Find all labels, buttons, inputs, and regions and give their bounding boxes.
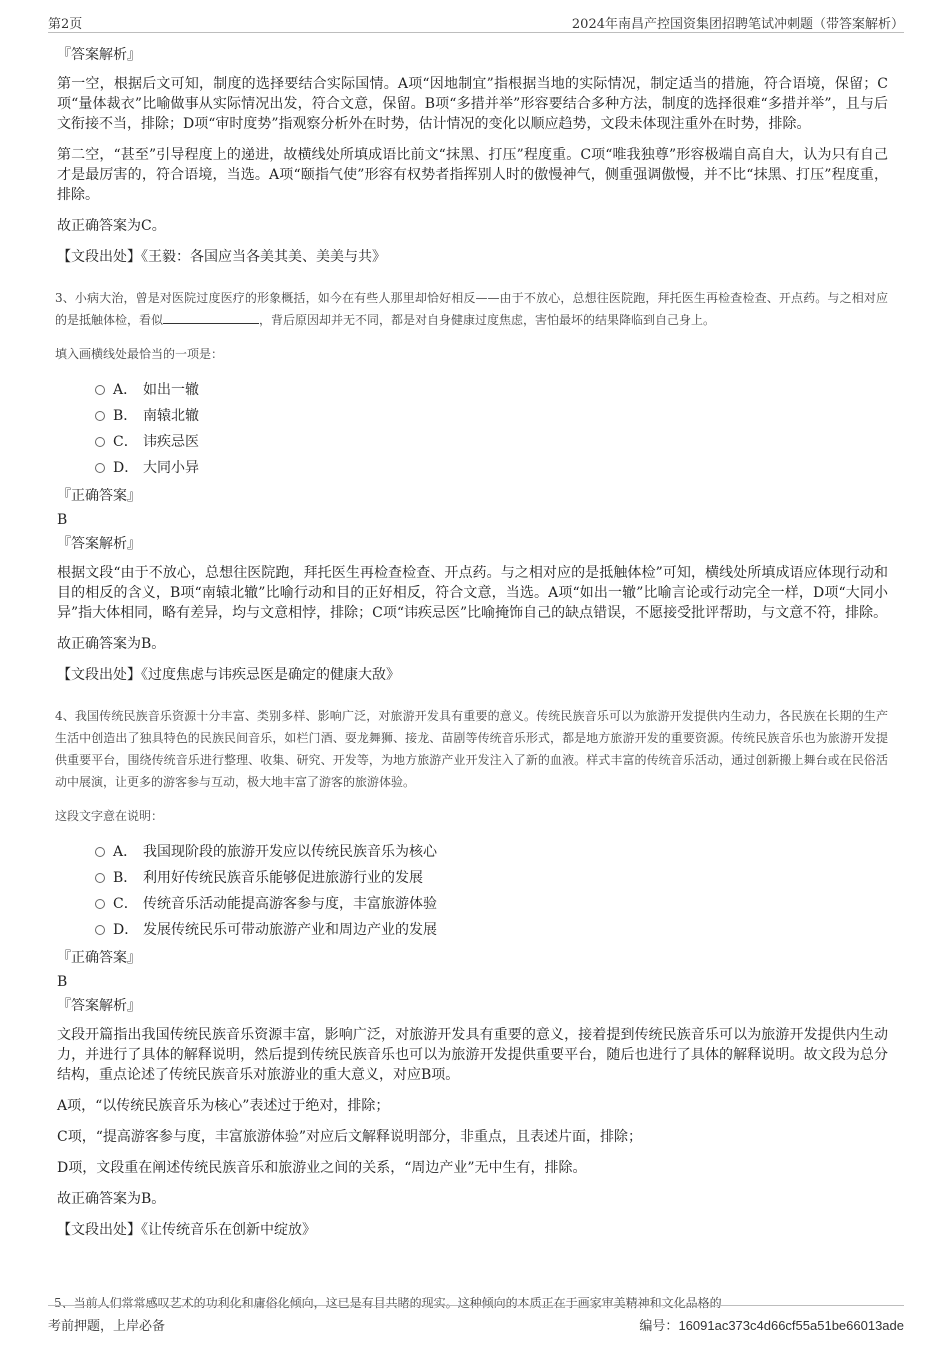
analysis-paragraph: 第一空，根据后文可知，制度的选择要结合实际国情。A项“因地制宜”指根据当地的实际情况，制定适当的措施，符合语境，保留；C项“量体裁衣”比喻做事从实际情况出发，符合文意，保留。B项“多措并举”形容要结合多种方法，制度的选择很难“多措并举”，且与后文衔接不当，排除；D项“审时度势”指观察分析外在时势，估计情况的变化以顺应趋势，文段未体现注重外在时势，排除。 xyxy=(57,76,888,132)
analysis-paragraph: C项，“提高游客参与度，丰富旅游体验”对应后文解释说明部分，非重点，且表述片面，排除； xyxy=(57,1129,643,1145)
analysis-paragraph: 文段开篇指出我国传统民族音乐资源丰富，影响广泛，对旅游开发具有重要的意义，接着提到传统民族音乐可以为旅游开发提供内生动力，并进行了具体的解释说明，然后提到传统民族音乐也可以为旅游开发提供重要平台，随后也进行了具体的解释说明。故文段为总分结构，重点论述了传统民族音乐对旅游业的重大意义，对应B项。 xyxy=(57,1027,888,1083)
question-stem: 3、小病大治，曾是对医院过度医疗的形象概括，如今在有些人那里却恰好相反——由于不放心，总想往医院跑，拜托医生再检查检查、开点药。与之相对应的是抵触体检，看似 ，背后原因却并无不同，都是对自身健康过度焦虑，害怕最坏的结果降临到自己身上。 xyxy=(55,291,888,327)
document-code: 编号：16091ac373c4d66cf55a51be66013ade xyxy=(639,1318,904,1334)
analysis-paragraph: D项，文段重在阐述传统民族音乐和旅游业之间的关系，“周边产业”无中生有，排除。 xyxy=(57,1160,587,1176)
question-stem: 4、我国传统民族音乐资源十分丰富、类别多样、影响广泛，对旅游开发具有重要的意义。传统民族音乐可以为旅游开发提供内生动力，各民族在长期的生产生活中创造出了独具特色的民族民间音乐，如栏门酒、耍龙舞狮、接龙、苗剧等传统音乐形式，都是地方旅游开发的重要资源。传统民族音乐也为旅游开发提供重要平台，围绕传统音乐进行整理、收集、研究、开发等，为地方旅游产业开发注入了新的血液。样式丰富的传统音乐活动，通过创新搬上舞台或在民俗活动中展演，让更多的游客参与互动，极大地丰富了游客的旅游体验。 xyxy=(55,709,888,789)
page-header xyxy=(48,10,904,33)
source-citation: 【文段出处】《王毅：各国应当各美其美、美美与共》 xyxy=(57,249,386,265)
analysis-paragraph: 第二空，“甚至”引导程度上的递进，故横线处所填成语比前文“抹黑、打压”程度重。C项“唯我独尊”形容极端自高自大，认为只有自己才是最厉害的，符合语境，当选。A项“颐指气使”形容有权势者指挥别人时的傲慢神气，侧重强调傲慢，并不比“抹黑、打压”程度重，排除。 xyxy=(57,147,888,203)
option-c[interactable]: C． 讳疾忌医 xyxy=(95,429,888,455)
option-list xyxy=(95,839,888,943)
radio-icon[interactable] xyxy=(95,847,105,857)
q2-analysis-section xyxy=(57,46,888,267)
radio-icon[interactable] xyxy=(95,899,105,909)
footer-slogan: 考前押题，上岸必备 xyxy=(48,1319,166,1334)
question-5-stem-cut: 5、当前人们常常感叹艺术的功利化和庸俗化倾向，这已是有目共睹的现实。这种倾向的本质正在于画家审美精神和文化品格的 xyxy=(54,1296,722,1310)
page-footer xyxy=(48,1305,904,1332)
radio-icon[interactable] xyxy=(95,411,105,421)
radio-icon[interactable] xyxy=(95,925,105,935)
document-title: 2024年南昌产控国资集团招聘笔试冲刺题（带答案解析） xyxy=(571,17,904,32)
correct-answer-label: 『正确答案』 xyxy=(57,488,141,504)
option-d[interactable]: D． 大同小异 xyxy=(95,455,888,481)
option-a[interactable]: A． 如出一辙 xyxy=(95,377,888,403)
option-list xyxy=(95,377,888,481)
answer-conclusion: 故正确答案为C。 xyxy=(57,218,166,234)
analysis-label: 『答案解析』 xyxy=(57,536,141,552)
option-b[interactable]: B． 利用好传统民族音乐能够促进旅游行业的发展 xyxy=(95,865,888,891)
radio-icon[interactable] xyxy=(95,463,105,473)
page-number: 第2页 xyxy=(48,17,83,32)
question-prompt: 这段文字意在说明： xyxy=(55,809,164,823)
source-citation: 【文段出处】《过度焦虑与讳疾忌医是确定的健康大敌》 xyxy=(57,667,400,683)
analysis-paragraph: 根据文段“由于不放心，总想往医院跑，拜托医生再检查检查、开点药。与之相对应的是抵触体检”可知，横线处所填成语应体现行动和目的相反的含义，B项“南辕北辙”比喻行动和目的正好相反，符合文意，当选。A项“如出一辙”比喻言论或行动完全一样，D项“大同小异”指大体相同，略有差异，均与文意相悖，排除；C项“讳疾忌医”比喻掩饰自己的缺点错误，不愿接受批评帮助，与文意不符，排除。 xyxy=(57,565,888,621)
correct-answer-value: B xyxy=(57,974,68,990)
answer-conclusion: 故正确答案为B。 xyxy=(57,636,166,652)
option-d[interactable]: D． 发展传统民乐可带动旅游产业和周边产业的发展 xyxy=(95,917,888,943)
question-4 xyxy=(57,705,888,1240)
analysis-paragraph: A项，“以传统民族音乐为核心”表述过于绝对，排除； xyxy=(57,1098,390,1114)
main-content xyxy=(57,42,888,1252)
correct-answer-value: B xyxy=(57,512,68,528)
question-3 xyxy=(57,287,888,685)
option-b[interactable]: B． 南辕北辙 xyxy=(95,403,888,429)
radio-icon[interactable] xyxy=(95,385,105,395)
analysis-label: 『答案解析』 xyxy=(57,998,141,1014)
answer-conclusion: 故正确答案为B。 xyxy=(57,1191,166,1207)
radio-icon[interactable] xyxy=(95,873,105,883)
option-c[interactable]: C． 传统音乐活动能提高游客参与度，丰富旅游体验 xyxy=(95,891,888,917)
source-citation: 【文段出处】《让传统音乐在创新中绽放》 xyxy=(57,1222,316,1238)
question-prompt: 填入画横线处最恰当的一项是： xyxy=(55,347,224,361)
radio-icon[interactable] xyxy=(95,437,105,447)
option-a[interactable]: A． 我国现阶段的旅游开发应以传统民族音乐为核心 xyxy=(95,839,888,865)
analysis-label: 『答案解析』 xyxy=(57,47,141,63)
fill-blank xyxy=(163,311,259,324)
correct-answer-label: 『正确答案』 xyxy=(57,950,141,966)
